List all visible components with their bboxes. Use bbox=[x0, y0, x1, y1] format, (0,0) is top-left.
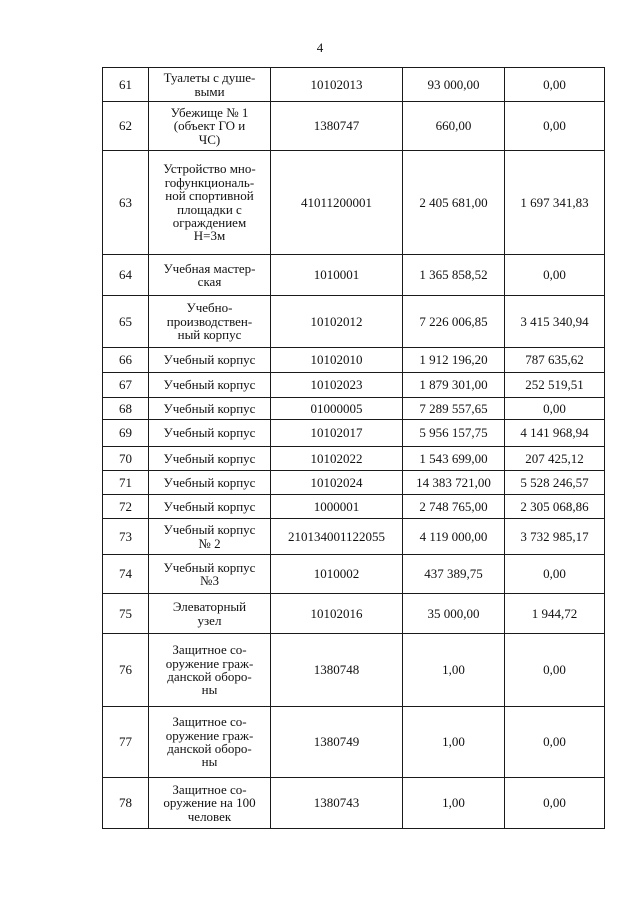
table-row bbox=[103, 296, 605, 348]
residual-value-cell-text: 1 697 341,83 bbox=[520, 194, 589, 210]
book-value-cell-text: 7 289 557,65 bbox=[419, 400, 488, 416]
row-number-cell bbox=[103, 398, 149, 420]
book-value-cell bbox=[403, 555, 505, 594]
row-number-cell bbox=[103, 68, 149, 102]
table-row bbox=[103, 495, 605, 519]
row-number-cell-text: 73 bbox=[119, 528, 132, 544]
object-name-cell-text: Учебный корпус №3 bbox=[163, 559, 256, 588]
residual-value-cell bbox=[505, 373, 605, 398]
row-number-cell bbox=[103, 373, 149, 398]
row-number-cell bbox=[103, 495, 149, 519]
book-value-cell-text: 437 389,75 bbox=[424, 566, 483, 582]
inventory-code-cell bbox=[271, 555, 403, 594]
object-name-cell bbox=[149, 102, 271, 151]
residual-value-cell-text: 252 519,51 bbox=[525, 377, 584, 393]
table-row bbox=[103, 707, 605, 778]
inventory-code-cell bbox=[271, 102, 403, 151]
table-row bbox=[103, 519, 605, 555]
inventory-code-cell bbox=[271, 634, 403, 707]
residual-value-cell bbox=[505, 420, 605, 447]
object-name-cell bbox=[149, 296, 271, 348]
object-name-cell bbox=[149, 447, 271, 471]
book-value-cell bbox=[403, 495, 505, 519]
residual-value-cell-text: 787 635,62 bbox=[525, 352, 584, 368]
row-number-cell-text: 76 bbox=[119, 662, 132, 678]
table-row bbox=[103, 373, 605, 398]
object-name-cell-text: Учебный корпус bbox=[163, 498, 256, 514]
table-row bbox=[103, 102, 605, 151]
residual-value-cell-text: 0,00 bbox=[543, 267, 566, 283]
object-name-cell-text: Учебная мастер- ская bbox=[163, 260, 256, 289]
object-name-cell-text: Учебный корпус № 2 bbox=[163, 522, 256, 551]
inventory-code-cell-text: 10102016 bbox=[310, 605, 363, 621]
residual-value-cell bbox=[505, 594, 605, 634]
object-name-cell bbox=[149, 634, 271, 707]
row-number-cell-text: 70 bbox=[119, 450, 132, 466]
row-number-cell-text: 62 bbox=[119, 118, 132, 134]
residual-value-cell bbox=[505, 447, 605, 471]
row-number-cell bbox=[103, 255, 149, 296]
row-number-cell-text: 74 bbox=[119, 566, 132, 582]
object-name-cell-text: Учебный корпус bbox=[163, 450, 256, 466]
book-value-cell-text: 1,00 bbox=[442, 795, 465, 811]
row-number-cell-text: 78 bbox=[119, 795, 132, 811]
object-name-cell bbox=[149, 594, 271, 634]
inventory-code-cell-text: 1380748 bbox=[313, 662, 360, 678]
row-number-cell bbox=[103, 555, 149, 594]
book-value-cell-text: 14 383 721,00 bbox=[416, 474, 491, 490]
object-name-cell bbox=[149, 471, 271, 495]
object-name-cell-text: Учебный корпус bbox=[163, 425, 256, 441]
inventory-code-cell-text: 10102017 bbox=[310, 425, 363, 441]
inventory-code-cell bbox=[271, 495, 403, 519]
book-value-cell bbox=[403, 778, 505, 829]
row-number-cell bbox=[103, 707, 149, 778]
residual-value-cell bbox=[505, 707, 605, 778]
inventory-code-cell bbox=[271, 447, 403, 471]
residual-value-cell bbox=[505, 398, 605, 420]
inventory-code-cell bbox=[271, 420, 403, 447]
residual-value-cell-text: 0,00 bbox=[543, 662, 566, 678]
book-value-cell-text: 660,00 bbox=[435, 118, 472, 134]
book-value-cell-text: 2 405 681,00 bbox=[419, 194, 488, 210]
residual-value-cell-text: 5 528 246,57 bbox=[520, 474, 589, 490]
residual-value-cell-text: 0,00 bbox=[543, 795, 566, 811]
object-name-cell bbox=[149, 151, 271, 255]
object-name-cell-text: Учебный корпус bbox=[163, 400, 256, 416]
object-name-cell-text: Защитное со- оружение на 100 человек bbox=[163, 781, 256, 824]
row-number-cell-text: 68 bbox=[119, 400, 132, 416]
table-row bbox=[103, 634, 605, 707]
residual-value-cell bbox=[505, 778, 605, 829]
table-row bbox=[103, 594, 605, 634]
book-value-cell-text: 1 365 858,52 bbox=[419, 267, 488, 283]
row-number-cell bbox=[103, 151, 149, 255]
property-table-body bbox=[103, 68, 605, 829]
object-name-cell bbox=[149, 373, 271, 398]
book-value-cell-text: 1,00 bbox=[442, 734, 465, 750]
row-number-cell bbox=[103, 420, 149, 447]
inventory-code-cell-text: 10102022 bbox=[310, 450, 363, 466]
table-row bbox=[103, 420, 605, 447]
residual-value-cell bbox=[505, 471, 605, 495]
inventory-code-cell bbox=[271, 778, 403, 829]
row-number-cell bbox=[103, 296, 149, 348]
row-number-cell-text: 64 bbox=[119, 267, 132, 283]
inventory-code-cell bbox=[271, 398, 403, 420]
inventory-code-cell-text: 1000001 bbox=[313, 498, 360, 514]
object-name-cell bbox=[149, 555, 271, 594]
object-name-cell-text: Учебный корпус bbox=[163, 474, 256, 490]
book-value-cell bbox=[403, 519, 505, 555]
book-value-cell bbox=[403, 420, 505, 447]
residual-value-cell-text: 1 944,72 bbox=[531, 605, 578, 621]
inventory-code-cell-text: 41011200001 bbox=[300, 194, 373, 210]
row-number-cell-text: 75 bbox=[119, 605, 132, 621]
inventory-code-cell-text: 01000005 bbox=[310, 400, 363, 416]
residual-value-cell-text: 0,00 bbox=[543, 566, 566, 582]
object-name-cell bbox=[149, 519, 271, 555]
residual-value-cell bbox=[505, 495, 605, 519]
row-number-cell bbox=[103, 594, 149, 634]
residual-value-cell bbox=[505, 634, 605, 707]
table-row bbox=[103, 471, 605, 495]
book-value-cell-text: 1,00 bbox=[442, 662, 465, 678]
book-value-cell bbox=[403, 68, 505, 102]
row-number-cell bbox=[103, 102, 149, 151]
object-name-cell bbox=[149, 68, 271, 102]
inventory-code-cell bbox=[271, 348, 403, 373]
inventory-code-cell-text: 1380743 bbox=[313, 795, 360, 811]
book-value-cell-text: 1 543 699,00 bbox=[419, 450, 488, 466]
residual-value-cell bbox=[505, 519, 605, 555]
object-name-cell-text: Элеваторный узел bbox=[172, 599, 247, 628]
book-value-cell-text: 2 748 765,00 bbox=[419, 498, 488, 514]
object-name-cell bbox=[149, 707, 271, 778]
residual-value-cell-text: 3 732 985,17 bbox=[520, 528, 589, 544]
row-number-cell bbox=[103, 348, 149, 373]
object-name-cell bbox=[149, 348, 271, 373]
inventory-code-cell bbox=[271, 594, 403, 634]
inventory-code-cell bbox=[271, 373, 403, 398]
residual-value-cell-text: 0,00 bbox=[543, 118, 566, 134]
row-number-cell-text: 65 bbox=[119, 313, 132, 329]
object-name-cell-text: Защитное со- оружение граж- данской оборо- ны bbox=[165, 642, 254, 698]
row-number-cell-text: 69 bbox=[119, 425, 132, 441]
residual-value-cell-text: 0,00 bbox=[543, 76, 566, 92]
row-number-cell bbox=[103, 471, 149, 495]
table-row bbox=[103, 398, 605, 420]
residual-value-cell bbox=[505, 102, 605, 151]
row-number-cell-text: 77 bbox=[119, 734, 132, 750]
inventory-code-cell-text: 10102013 bbox=[310, 76, 363, 92]
book-value-cell bbox=[403, 634, 505, 707]
row-number-cell bbox=[103, 778, 149, 829]
residual-value-cell-text: 0,00 bbox=[543, 400, 566, 416]
residual-value-cell-text: 207 425,12 bbox=[525, 450, 584, 466]
book-value-cell bbox=[403, 296, 505, 348]
inventory-code-cell-text: 10102012 bbox=[310, 313, 363, 329]
object-name-cell bbox=[149, 778, 271, 829]
book-value-cell bbox=[403, 255, 505, 296]
inventory-code-cell-text: 1380747 bbox=[313, 118, 360, 134]
inventory-code-cell bbox=[271, 255, 403, 296]
row-number-cell-text: 67 bbox=[119, 377, 132, 393]
book-value-cell bbox=[403, 707, 505, 778]
inventory-code-cell bbox=[271, 707, 403, 778]
book-value-cell bbox=[403, 471, 505, 495]
inventory-code-cell-text: 1010002 bbox=[313, 566, 360, 582]
object-name-cell-text: Учебно- производствен- ный корпус bbox=[166, 300, 253, 343]
object-name-cell bbox=[149, 420, 271, 447]
inventory-code-cell bbox=[271, 471, 403, 495]
property-table bbox=[102, 67, 605, 829]
object-name-cell-text: Туалеты с душе- выми bbox=[163, 70, 256, 99]
book-value-cell bbox=[403, 102, 505, 151]
object-name-cell bbox=[149, 398, 271, 420]
table-row bbox=[103, 348, 605, 373]
residual-value-cell bbox=[505, 348, 605, 373]
table-row bbox=[103, 151, 605, 255]
row-number-cell-text: 72 bbox=[119, 498, 132, 514]
inventory-code-cell-text: 10102024 bbox=[310, 474, 363, 490]
residual-value-cell bbox=[505, 151, 605, 255]
residual-value-cell-text: 2 305 068,86 bbox=[520, 498, 589, 514]
residual-value-cell-text: 0,00 bbox=[543, 734, 566, 750]
residual-value-cell-text: 3 415 340,94 bbox=[520, 313, 589, 329]
row-number-cell bbox=[103, 519, 149, 555]
inventory-code-cell-text: 1010001 bbox=[313, 267, 360, 283]
inventory-code-cell bbox=[271, 519, 403, 555]
table-row bbox=[103, 447, 605, 471]
object-name-cell-text: Защитное со- оружение граж- данской оборо- ны bbox=[165, 714, 254, 770]
object-name-cell-text: Устройство мно- гофункциональ- ной спортивной площадки с ограждением Н=3м bbox=[163, 161, 256, 244]
row-number-cell-text: 66 bbox=[119, 352, 132, 368]
book-value-cell-text: 1 879 301,00 bbox=[419, 377, 488, 393]
table-row bbox=[103, 555, 605, 594]
object-name-cell-text: Учебный корпус bbox=[163, 352, 256, 368]
inventory-code-cell-text: 10102010 bbox=[310, 352, 363, 368]
book-value-cell-text: 1 912 196,20 bbox=[419, 352, 488, 368]
table-row bbox=[103, 68, 605, 102]
inventory-code-cell bbox=[271, 68, 403, 102]
residual-value-cell bbox=[505, 68, 605, 102]
inventory-code-cell-text: 10102023 bbox=[310, 377, 363, 393]
row-number-cell-text: 61 bbox=[119, 76, 132, 92]
book-value-cell-text: 7 226 006,85 bbox=[419, 313, 488, 329]
table-row bbox=[103, 255, 605, 296]
inventory-code-cell-text: 1380749 bbox=[313, 734, 360, 750]
object-name-cell-text: Убежище № 1 (объект ГО и ЧС) bbox=[170, 104, 249, 147]
book-value-cell-text: 5 956 157,75 bbox=[419, 425, 488, 441]
book-value-cell bbox=[403, 348, 505, 373]
object-name-cell-text: Учебный корпус bbox=[163, 377, 256, 393]
row-number-cell bbox=[103, 634, 149, 707]
table-row bbox=[103, 778, 605, 829]
residual-value-cell-text: 4 141 968,94 bbox=[520, 425, 589, 441]
residual-value-cell bbox=[505, 255, 605, 296]
row-number-cell bbox=[103, 447, 149, 471]
inventory-code-cell-text: 210134001122055 bbox=[287, 528, 386, 544]
book-value-cell bbox=[403, 447, 505, 471]
inventory-code-cell bbox=[271, 151, 403, 255]
book-value-cell bbox=[403, 151, 505, 255]
object-name-cell bbox=[149, 255, 271, 296]
book-value-cell bbox=[403, 594, 505, 634]
book-value-cell-text: 93 000,00 bbox=[427, 76, 480, 92]
residual-value-cell bbox=[505, 555, 605, 594]
inventory-code-cell bbox=[271, 296, 403, 348]
book-value-cell bbox=[403, 398, 505, 420]
page-number: 4 bbox=[316, 40, 324, 55]
row-number-cell-text: 63 bbox=[119, 194, 132, 210]
book-value-cell-text: 4 119 000,00 bbox=[419, 528, 488, 544]
object-name-cell bbox=[149, 495, 271, 519]
row-number-cell-text: 71 bbox=[119, 474, 132, 490]
book-value-cell bbox=[403, 373, 505, 398]
book-value-cell-text: 35 000,00 bbox=[427, 605, 480, 621]
residual-value-cell bbox=[505, 296, 605, 348]
